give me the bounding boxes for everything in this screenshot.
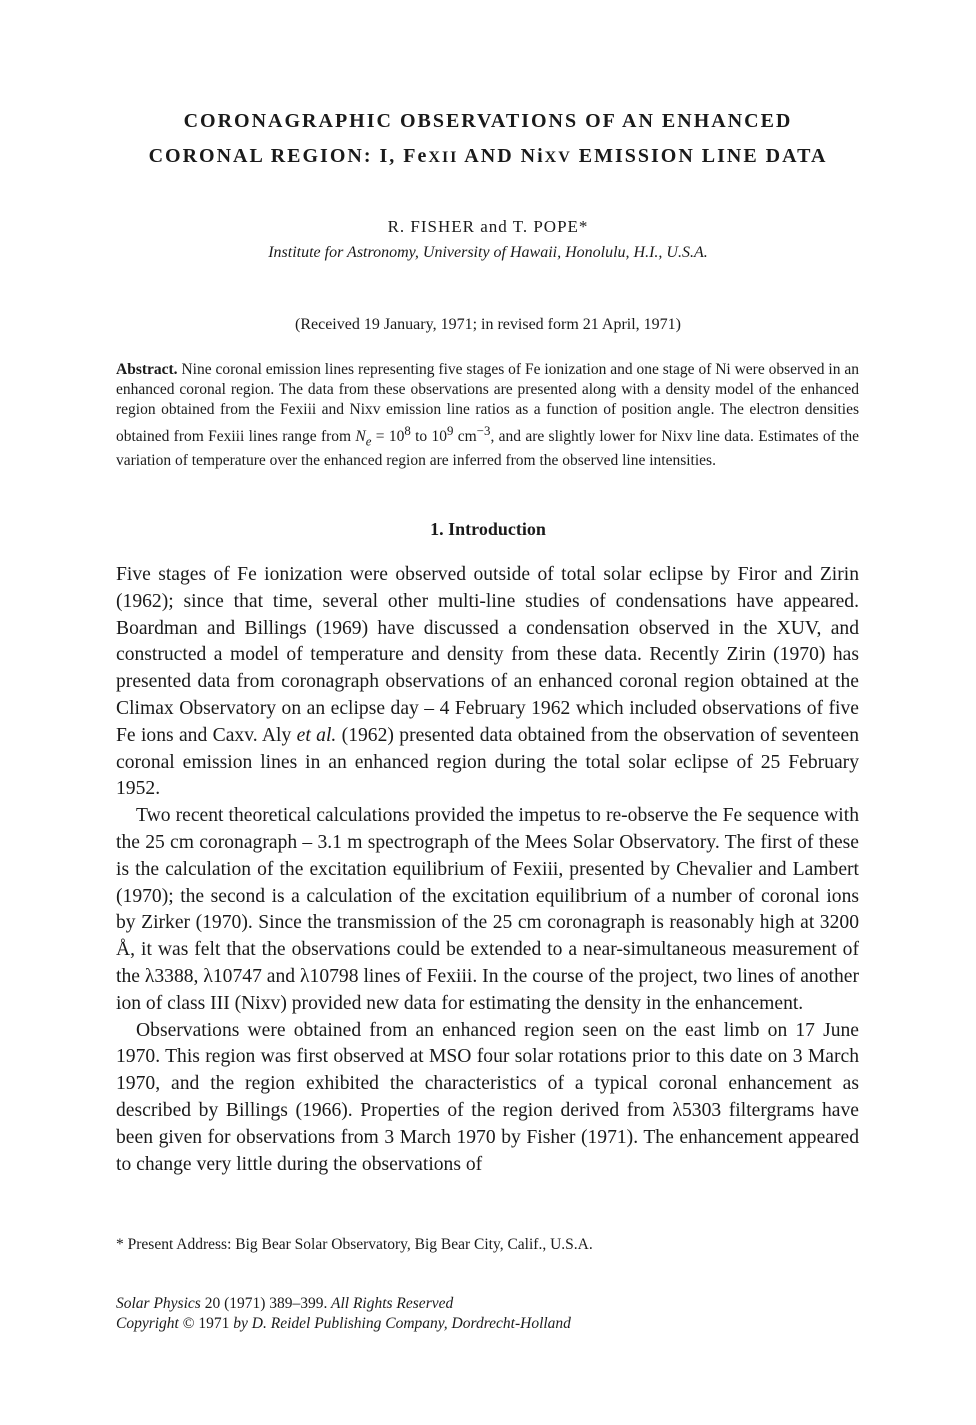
journal-citation [116, 1294, 859, 1314]
abstract-exp-1: 8 [404, 422, 411, 438]
authors: R. FISHER and T. POPE* [387, 217, 589, 236]
abstract-label: Abstract. [116, 361, 178, 378]
journal-name: Solar Physics [116, 1295, 201, 1312]
title-line-2-part-e: EMISSION LINE DATA [571, 145, 828, 167]
paragraph-1 [116, 562, 859, 803]
title-line-2-part-a: CORONAL REGION: I, Fe [148, 145, 429, 167]
section-heading-introduction: 1. Introduction [430, 519, 546, 539]
paragraph-3: Observations were obtained from an enhanced region seen on the east limb on 17 June 1970. This region was first observed at MSO four solar rotations prior to this date on 3 March 1970, and the region exhibited the characteristics of a typical coronal enhancement as described by Billings (1966). Properties of the region derived from λ5303 filtergrams have been given for observations from 3 March 1970 by Fisher (1971). The enhancement appeared to change very little during the observations of [116, 1019, 859, 1175]
abstract-text-4: cm [453, 427, 477, 445]
journal-rights: All Rights Reserved [327, 1295, 454, 1312]
body-text [116, 562, 859, 1178]
abstract-exp-3: −3 [476, 422, 491, 438]
paragraph-1-text-b: (1962) presented data obtained from the observation of seventeen coronal emission lines in an enhanced region during the total solar eclipse of 25 February 1952. [116, 724, 859, 800]
copyright-year: © 1971 [182, 1315, 230, 1332]
abstract-text-5: , and are slightly lower for Nixv line data. Estimates of the variation of temperature over the enhanced region are inferred from the observed line intensities. [116, 427, 859, 470]
received-date: (Received 19 January, 1971; in revised form 21 April, 1971) [295, 316, 681, 333]
footnote: * Present Address: Big Bear Solar Observatory, Big Bear City, Calif., U.S.A. [116, 1236, 593, 1253]
title-line-1-text: CORONAGRAPHIC OBSERVATIONS OF AN ENHANCED [183, 110, 793, 132]
abstract-text-2: = 10 [371, 427, 405, 445]
title-ion-ni: XV [544, 149, 572, 166]
abstract-ne: N [355, 427, 366, 445]
journal-copyright [116, 1314, 859, 1334]
copyright-publisher: by D. Reidel Publishing Company, Dordrecht-Holland [229, 1315, 571, 1332]
title-ion-fe: XII [428, 149, 459, 166]
title-line-1 [0, 110, 976, 133]
abstract [116, 360, 859, 471]
abstract-exp-2: 9 [446, 422, 454, 438]
paragraph-1-et-al: et al. [296, 724, 337, 746]
journal-volume: 20 (1971) 389–399. [200, 1295, 328, 1312]
copyright-label: Copyright [116, 1315, 183, 1332]
affiliation: Institute for Astronomy, University of Hawaii, Honolulu, H.I., U.S.A. [268, 244, 708, 261]
journal-info [116, 1294, 859, 1334]
paragraph-2: Two recent theoretical calculations provided the impetus to re-observe the Fe sequence with the 25 cm coronagraph – 3.1 m spectrograph of the Mees Solar Observatory. The first of these is the calculation of the excitation equilibrium of Fexiii, presented by Chevalier and Lambert (1970); the second is a calculation of the excitation equilibrium of a number of coronal ions by Zirker (1970). Since the transmission of the 25 cm coronagraph is reasonably high at 3200 Å, it was felt that the observations could be extended to a near-simultaneous measurement of the λ3388, λ10747 and λ10798 lines of Fexiii. In the course of the project, two lines of another ion of class III (Nixv) provided new data for estimating the density in the enhancement. [116, 805, 859, 1014]
abstract-ne-sub: e [365, 432, 372, 448]
title-line-2 [0, 145, 976, 168]
paragraph-1-text-a: Five stages of Fe ionization were observed outside of total solar eclipse by Firor and Zirin (1962); since that time, several other multi-line studies of condensations have appeared. Boardman and Billings (1969) have discussed a condensation observed in the XUV, and constructed a model of temperature and density from these data. Recently Zirin (1970) has presented data from coronagraph observations of an enhanced coronal region obtained at the Climax Observatory on an eclipse day – 4 February 1962 which included observations of five Fe ions and Caxv. Aly [116, 564, 859, 746]
title-line-2-part-c: AND Ni [458, 145, 545, 167]
abstract-text-3: to 10 [410, 427, 447, 445]
abstract-text-1: Nine coronal emission lines representing five stages of Fe ionization and one stage of Ni were observed in an enhanced coronal region. The data from these observations are presented along with a density model of the enhanced region obtained from the Fexiii and Nixv emission line ratios as a function of position angle. The electron densities obtained from Fexiii lines range from [116, 361, 859, 445]
